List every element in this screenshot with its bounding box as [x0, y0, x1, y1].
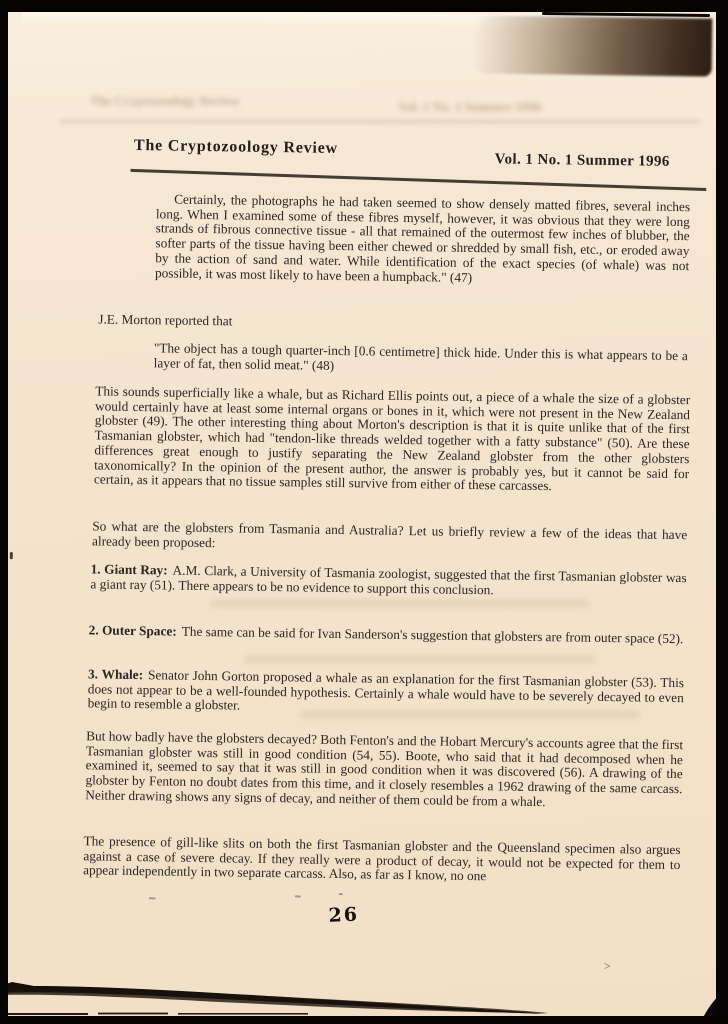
- hypothesis-text: Senator John Gorton proposed a whale as an explanation for the first Tasmanian globster (53). This does not appear to be a well-founded hypothesis. Certainly a whale would have to be severely decayed to even begin to resemble a globster.: [87, 667, 685, 713]
- hypothesis-item-giant-ray: [90, 562, 686, 600]
- handwritten-page-number: 26: [328, 903, 360, 927]
- stray-pen-mark: >: [603, 959, 611, 974]
- paragraph-comparison: This sounds superficially like a whale, but as Richard Ellis points out, a piece of a whale the size of a globster would certainly have at least some internal organs or bones in it, which were not present in the New Zealand globster (49). The other interesting thing about Morton's description is that it is quite unlike that of the first Tasmanian globster, which had "tendon-like threads welded together with a fatty substance" (50). Are these differences great enough to justify separating the New Zealand globster from the other globsters taxonomically? In the opinion of the present author, the answer is probably yes, but it cannot be said for certain, as it appears that no tissue samples still survive from either of these carcasses.: [93, 383, 691, 494]
- issue-info: Vol. 1 No. 1 Summer 1996: [494, 151, 670, 170]
- scan-speck: [149, 897, 156, 899]
- bleedthrough-title: The Cryptozoology Review: [90, 93, 241, 108]
- hypothesis-label: 3. Whale:: [87, 666, 144, 683]
- header-rule: [131, 169, 707, 191]
- hypothesis-item-whale: [88, 667, 685, 720]
- paragraph-review-intro: So what are the globsters from Tasmania and Australia? Let us briefly review a few of the ideas that have already been proposed:: [91, 518, 688, 550]
- scan-border-left: [0, 0, 8, 1024]
- hypothesis-text: A.M. Clark, a University of Tasmania zoologist, suggested that the first Tasmanian globster was a giant ray (51). There appears to be no evidence to support this conclusion.: [90, 562, 687, 598]
- scan-border-bottom: [0, 1016, 728, 1024]
- scan-speck: [339, 893, 343, 895]
- attribution-line: J.E. Morton reported that: [98, 311, 233, 329]
- morton-quote: "The object has a tough quarter-inch [0.6 centimetre] thick hide. Under this is what appears to be a layer of fat, then solid meat." (48): [153, 340, 688, 373]
- hypothesis-item-outer-space: [89, 623, 685, 647]
- paragraph-gill-slits: The presence of gill-like slits on both the first Tasmanian globster and the Queensland specimen also argues against a case of severe decay. If they really were a product of decay, it would not be expected for them to appear independently in two separate carcass. Also, as far as I know, no one: [83, 833, 681, 884]
- scan-border-right: [716, 0, 728, 1024]
- paragraph-decay: But how badly have the globsters decayed? Both Fenton's and the Hobart Mercury's accounts agree that the first Tasmanian globster was still in good condition (54, 55). Boote, who said that it had decomposed when he examined it, seemed to say that it was still in good condition when it was discovered (56). A drawing of the globster by Fenton no doubt dates from this time, and it closely resembles a 1962 drawing of the same carcass. Neither drawing shows any signs of decay, and neither of them could be from a whale.: [85, 728, 684, 809]
- hypothesis-text: The same can be said for Ivan Sanderson's suggestion that globsters are from outer space (52).: [181, 623, 684, 647]
- hypothesis-label: 2. Outer Space:: [88, 622, 177, 639]
- scan-border-top: [0, 0, 728, 12]
- margin-tick-mark: [10, 552, 13, 559]
- hypothesis-label: 1. Giant Ray:: [90, 561, 168, 578]
- journal-title: The Cryptozoology Review: [133, 136, 339, 157]
- scan-speck: [295, 895, 301, 897]
- quote-continuation: Certainly, the photographs he had taken seemed to show densely matted fibres, several inches long. When I examined some of these fibres myself, however, it was obvious that they were long strands of fibrous connective tissue - all that remained of the outermost few inches of blubber, the softer parts of the tissue having been either chewed or shredded by small fish, etc., or eroded away by the action of sand and water. While identification of the exact species (of whale) was not possible, it was most likely to have been a humpback." (47): [154, 191, 691, 285]
- bleedthrough-issue: Vol. 1 No. 1 Summer 1996: [398, 99, 542, 114]
